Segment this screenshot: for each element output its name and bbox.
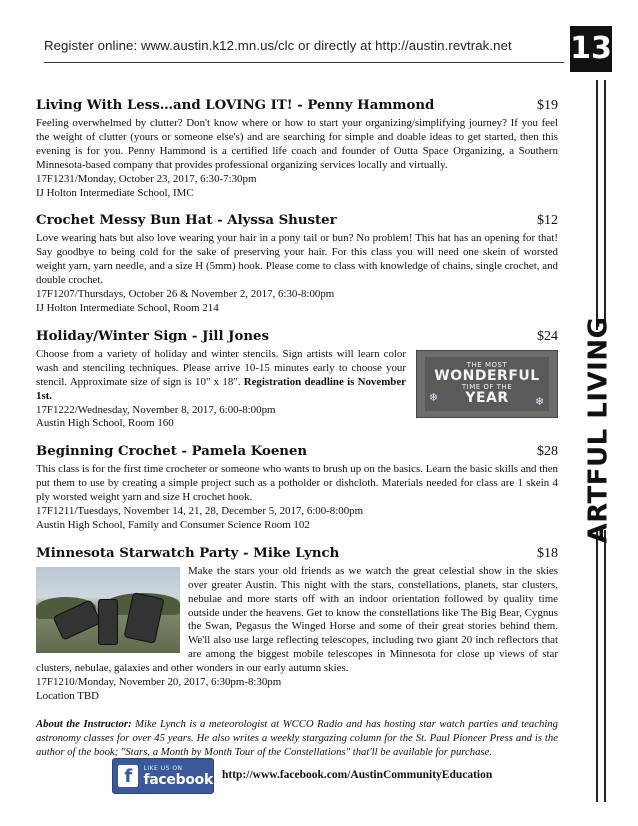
course-item bbox=[36, 546, 558, 704]
course-price: $12 bbox=[537, 213, 558, 229]
sign-text-line: YEAR bbox=[465, 390, 509, 407]
course-item bbox=[36, 329, 558, 431]
course-price: $24 bbox=[537, 328, 558, 344]
sign-text-line: THE MOST bbox=[466, 360, 508, 369]
course-list bbox=[36, 98, 558, 759]
course-location: Austin High School, Room 160 bbox=[36, 417, 174, 430]
course-description: Make the stars your old friends as we watch the great celestial show in the skies over greater Austin. This night with the stars, constellations, planets, star clusters, nebulae and more starts off with an indoor orientation followed by quality time outside under the heavens. Get to know the constellations like The Big Bear, Cygnus the Swan, Pegasus the Winged Horse and some of their great stories behind them. We'll also use large reflecting telescopes, including two giant 20 inch reflectors that are among the biggest mobile telescopes in Minnesota for close up views of star clusters, nebulae, galaxies and other wonders in our early autumn skies. bbox=[36, 564, 558, 675]
sign-text-line: TIME OF THE bbox=[461, 382, 513, 391]
course-item bbox=[36, 98, 558, 200]
telescope-shape bbox=[98, 599, 118, 645]
snowflake-icon: ❄ bbox=[429, 391, 439, 404]
course-description: Feeling overwhelmed by clutter? Don't know where or how to start your organizing/simplifying journey? If you feel the weight of clutter (yours or someone else's) and are searching for simple and doable ideas to get started, then this evening is for you. Penny Hammond is a certified life coach and founder of Outta Space Organizing, a Southern Minnesota-based company that provides professional organizing services locally and virtually. bbox=[36, 117, 558, 171]
course-item bbox=[36, 213, 558, 315]
course-schedule: 17F1211/Tuesdays, November 14, 21, 28, December 5, 2017, 6:00-8:00pm bbox=[36, 505, 364, 518]
facebook-like-text: LIKE US ON bbox=[143, 764, 183, 772]
section-label: ARTFUL LIVING bbox=[583, 316, 613, 544]
winter-sign-photo bbox=[416, 350, 558, 418]
course-location: IJ Holton Intermediate School, IMC bbox=[36, 186, 194, 199]
course-location: Location TBD bbox=[36, 690, 100, 702]
course-schedule: 17F1231/Monday, October 23, 2017, 6:30-7:30pm bbox=[36, 172, 257, 185]
sign-text-line: WONDERFUL bbox=[434, 368, 540, 385]
header-divider bbox=[44, 62, 564, 63]
course-title: Holiday/Winter Sign - Jill Jones bbox=[36, 328, 269, 344]
course-schedule: 17F1207/Thursdays, October 26 & November 2, 2017, 6:30-8:00pm bbox=[36, 288, 335, 301]
course-price: $19 bbox=[537, 98, 558, 113]
instructor-label: About the Instructor: bbox=[36, 717, 132, 730]
telescopes-photo bbox=[36, 567, 180, 653]
course-schedule: 17F1210/Monday, November 20, 2017, 6:30pm-8:30pm bbox=[36, 676, 282, 689]
registration-deadline: Registration deadline is November 1st. bbox=[36, 375, 406, 402]
facebook-icon: f bbox=[118, 765, 138, 787]
course-description: Choose from a variety of holiday and winter stencils. Sign artists will learn color wash and stenciling techniques. Please arrive 10-15 minutes early to choose your stencil. Approximate size of sign is 10" x 18". bbox=[36, 347, 406, 388]
course-title: Crochet Messy Bun Hat - Alyssa Shuster bbox=[36, 213, 337, 229]
course-title: Minnesota Starwatch Party - Mike Lynch bbox=[36, 545, 340, 561]
instructor-note bbox=[36, 717, 558, 759]
course-description: This class is for the first time crocheter or someone who wants to brush up on the basics. Learn the basic skills and then put them to use by creating a simple project such as a potholder or dishcloth. Materials needed for class are 1 skein 4 ply worsted weight yarn and size H crochet hook. bbox=[36, 463, 558, 504]
course-schedule: 17F1222/Wednesday, November 8, 2017, 6:00-8:00pm bbox=[36, 403, 276, 416]
course-title: Living With Less…and LOVING IT! - Penny Hammond bbox=[36, 98, 435, 113]
register-online-text: Register online: www.austin.k12.mn.us/clc or directly at http://austin.revtrak.net bbox=[44, 38, 512, 53]
course-price: $28 bbox=[537, 444, 558, 460]
course-price: $18 bbox=[537, 545, 558, 561]
course-item bbox=[36, 444, 558, 533]
course-title: Beginning Crochet - Pamela Koenen bbox=[36, 444, 308, 460]
page-number: 13 bbox=[570, 26, 612, 72]
facebook-url-link[interactable]: http://www.facebook.com/AustinCommunityEducation bbox=[222, 769, 493, 781]
facebook-wordmark: facebook bbox=[143, 771, 213, 788]
facebook-like-badge[interactable] bbox=[112, 758, 214, 794]
course-description: Love wearing hats but also love wearing your hair in a pony tail or bun? No problem! This hat has an opening for that! Say goodbye to being cold for the sake of preserving your hair. For this class you will need one skein of worsted weight yarn, yarn needle, and a size H (5mm) hook. Please come to class with knowledge of chains, single crochet, and double crochet. bbox=[36, 232, 558, 287]
course-location: Austin High School, Family and Consumer Science Room 102 bbox=[36, 518, 310, 531]
snowflake-icon: ❄ bbox=[535, 395, 545, 408]
course-location: IJ Holton Intermediate School, Room 214 bbox=[36, 301, 219, 314]
instructor-text: Mike Lynch is a meteorologist at WCCO Radio and has hosting star watch parties and teaching astronomy classes for over 45 years. He also writes a weekly stargazing column for the St. Paul Pioneer Press and is the author of the book; "Stars, a Month by Month Tour of the Constellations" that'll be available for purchase. bbox=[36, 717, 558, 758]
section-label-box bbox=[570, 316, 626, 544]
